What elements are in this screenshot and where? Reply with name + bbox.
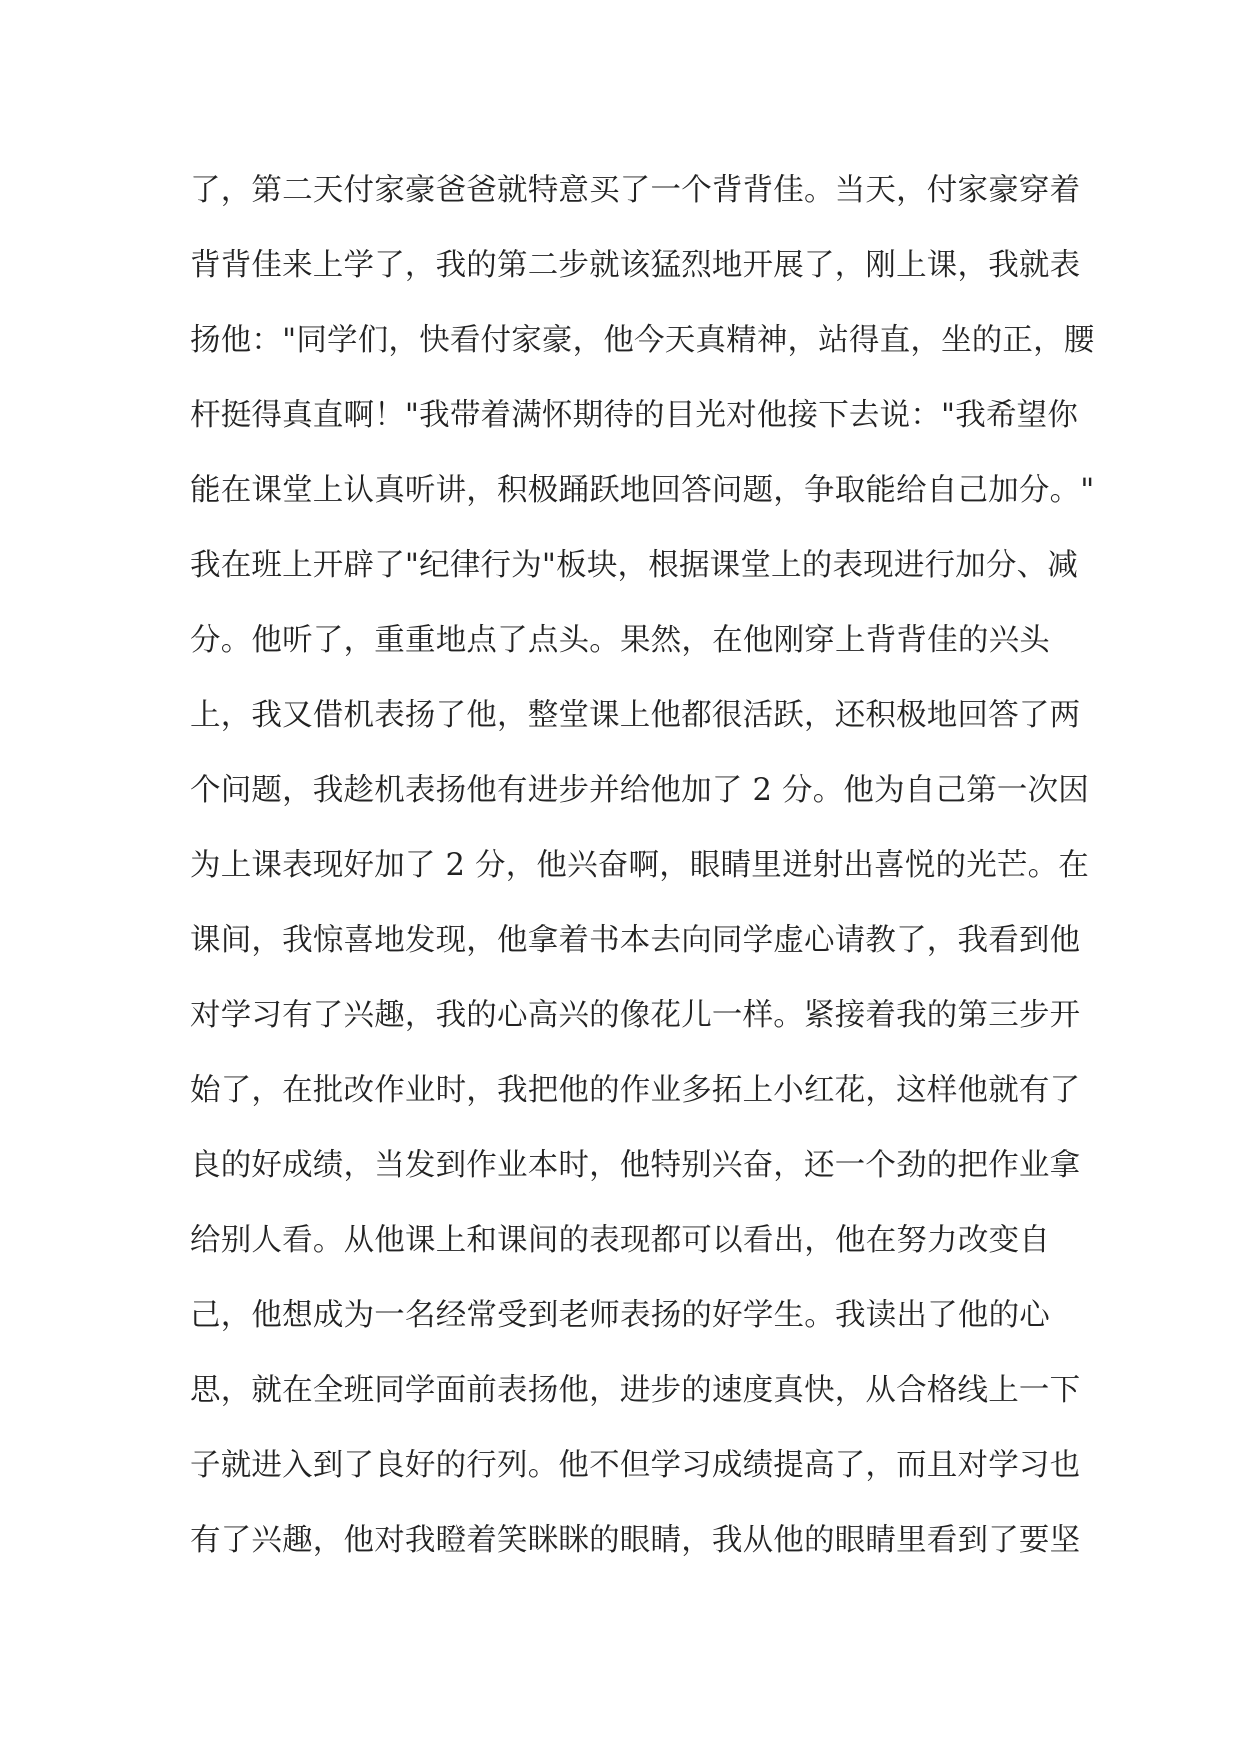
text-line: 己，他想成为一名经常受到老师表扬的好学生。我读出了他的心 [190, 1298, 1050, 1333]
text-line: 给别人看。从他课上和课间的表现都可以看出，他在努力改变自 [190, 1223, 1050, 1258]
text-line: 扬他："同学们，快看付家豪，他今天真精神，站得直，坐的正，腰 [190, 323, 1095, 358]
text-line: 了，第二天付家豪爸爸就特意买了一个背背佳。当天，付家豪穿着 [190, 173, 1081, 208]
text-line: 良的好成绩，当发到作业本时，他特别兴奋，还一个劲的把作业拿 [190, 1148, 1081, 1183]
body-paragraph [190, 160, 1095, 1585]
text-line: 对学习有了兴趣，我的心高兴的像花儿一样。紧接着我的第三步开 [190, 998, 1081, 1033]
text-line: 始了，在批改作业时，我把他的作业多拓上小红花，这样他就有了 [190, 1073, 1081, 1108]
text-line: 我在班上开辟了"纪律行为"板块，根据课堂上的表现进行加分、减 [190, 548, 1079, 583]
text-line: 背背佳来上学了，我的第二步就该猛烈地开展了，刚上课，我就表 [190, 248, 1081, 283]
text-line: 子就进入到了良好的行列。他不但学习成绩提高了，而且对学习也 [190, 1448, 1081, 1483]
text-line: 思，就在全班同学面前表扬他，进步的速度真快，从合格线上一下 [190, 1373, 1081, 1408]
text-line: 个问题，我趁机表扬他有进步并给他加了 2 分。他为自己第一次因 [190, 773, 1089, 808]
text-line: 能在课堂上认真听讲，积极踊跃地回答问题，争取能给自己加分。" [190, 473, 1095, 508]
text-line: 为上课表现好加了 2 分，他兴奋啊，眼睛里迸射出喜悦的光芒。在 [190, 848, 1089, 883]
text-line: 杆挺得真直啊！"我带着满怀期待的目光对他接下去说："我希望你 [190, 398, 1079, 433]
text-line: 课间，我惊喜地发现，他拿着书本去向同学虚心请教了，我看到他 [190, 923, 1081, 958]
text-line: 分。他听了，重重地点了点头。果然，在他刚穿上背背佳的兴头 [190, 623, 1050, 658]
text-line: 上，我又借机表扬了他，整堂课上他都很活跃，还积极地回答了两 [190, 698, 1081, 733]
text-line: 有了兴趣，他对我瞪着笑眯眯的眼睛，我从他的眼睛里看到了要坚 [190, 1523, 1081, 1558]
